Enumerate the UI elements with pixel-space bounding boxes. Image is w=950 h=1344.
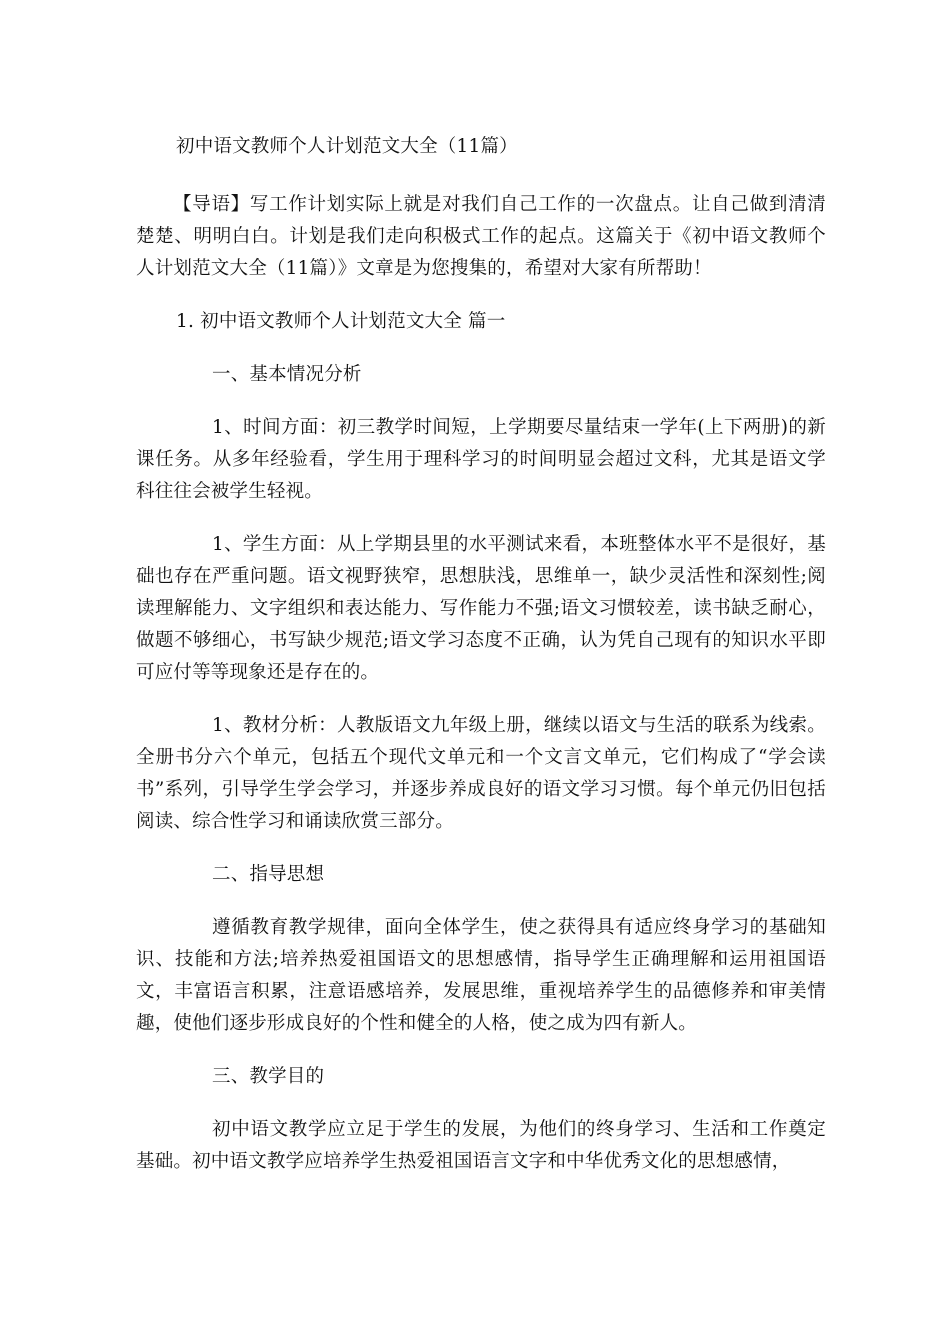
heading-guiding-thought: 二、指导思想 — [212, 864, 325, 885]
paragraph-time: 1、时间方面：初三教学时间短，上学期要尽量结束一学年(上下两册)的新课任务。从多年经验看，学生用于理科学习的时间明显会超过文科，尤其是语文学科往往会被学生轻视。 — [136, 417, 826, 502]
paragraph-textbook: 1、教材分析：人教版语文九年级上册，继续以语文与生活的联系为线索。全册书分六个单元，包括五个现代文单元和一个文言文单元，它们构成了“学会读书”系列，引导学生学会学习，并逐步养成良好的语文学习习惯。每个单元仍旧包括阅读、综合性学习和诵读欣赏三部分。 — [136, 715, 826, 832]
heading-teaching-purpose: 三、教学目的 — [212, 1066, 325, 1087]
document-body — [136, 131, 826, 1198]
paragraph-students: 1、学生方面：从上学期县里的水平测试来看，本班整体水平不是很好，基础也存在严重问题。语文视野狭窄，思想肤浅，思维单一，缺少灵活性和深刻性;阅读理解能力、文字组织和表达能力、写作能力不强;语文习惯较差，读书缺乏耐心，做题不够细心，书写缺少规范;语文学习态度不正确，认为凭自己现有的知识水平即可应付等等现象还是存在的。 — [136, 534, 826, 683]
paragraph-purpose: 初中语文教学应立足于学生的发展，为他们的终身学习、生活和工作奠定基础。初中语文教学应培养学生热爱祖国语言文字和中华优秀文化的思想感情， — [136, 1119, 826, 1172]
section-heading-1: 1. 初中语文教师个人计划范文大全 篇一 — [176, 311, 506, 332]
heading-basic-situation: 一、基本情况分析 — [212, 364, 362, 385]
paragraph-guiding: 遵循教育教学规律，面向全体学生，使之获得具有适应终身学习的基础知识、技能和方法;培养热爱祖国语文的思想感情，指导学生正确理解和运用祖国语文，丰富语言积累，注意语感培养，发展思维，重视培养学生的品德修养和审美情趣，使他们逐步形成良好的个性和健全的人格，使之成为四有新人。 — [136, 917, 826, 1034]
intro-paragraph: 【导语】写工作计划实际上就是对我们自己工作的一次盘点。让自己做到清清楚楚、明明白白。计划是我们走向积极式工作的起点。这篇关于《初中语文教师个人计划范文大全（11篇）》文章是为您搜集的，希望对大家有所帮助！ — [136, 194, 826, 279]
document-title: 初中语文教师个人计划范文大全（11篇） — [176, 136, 518, 157]
